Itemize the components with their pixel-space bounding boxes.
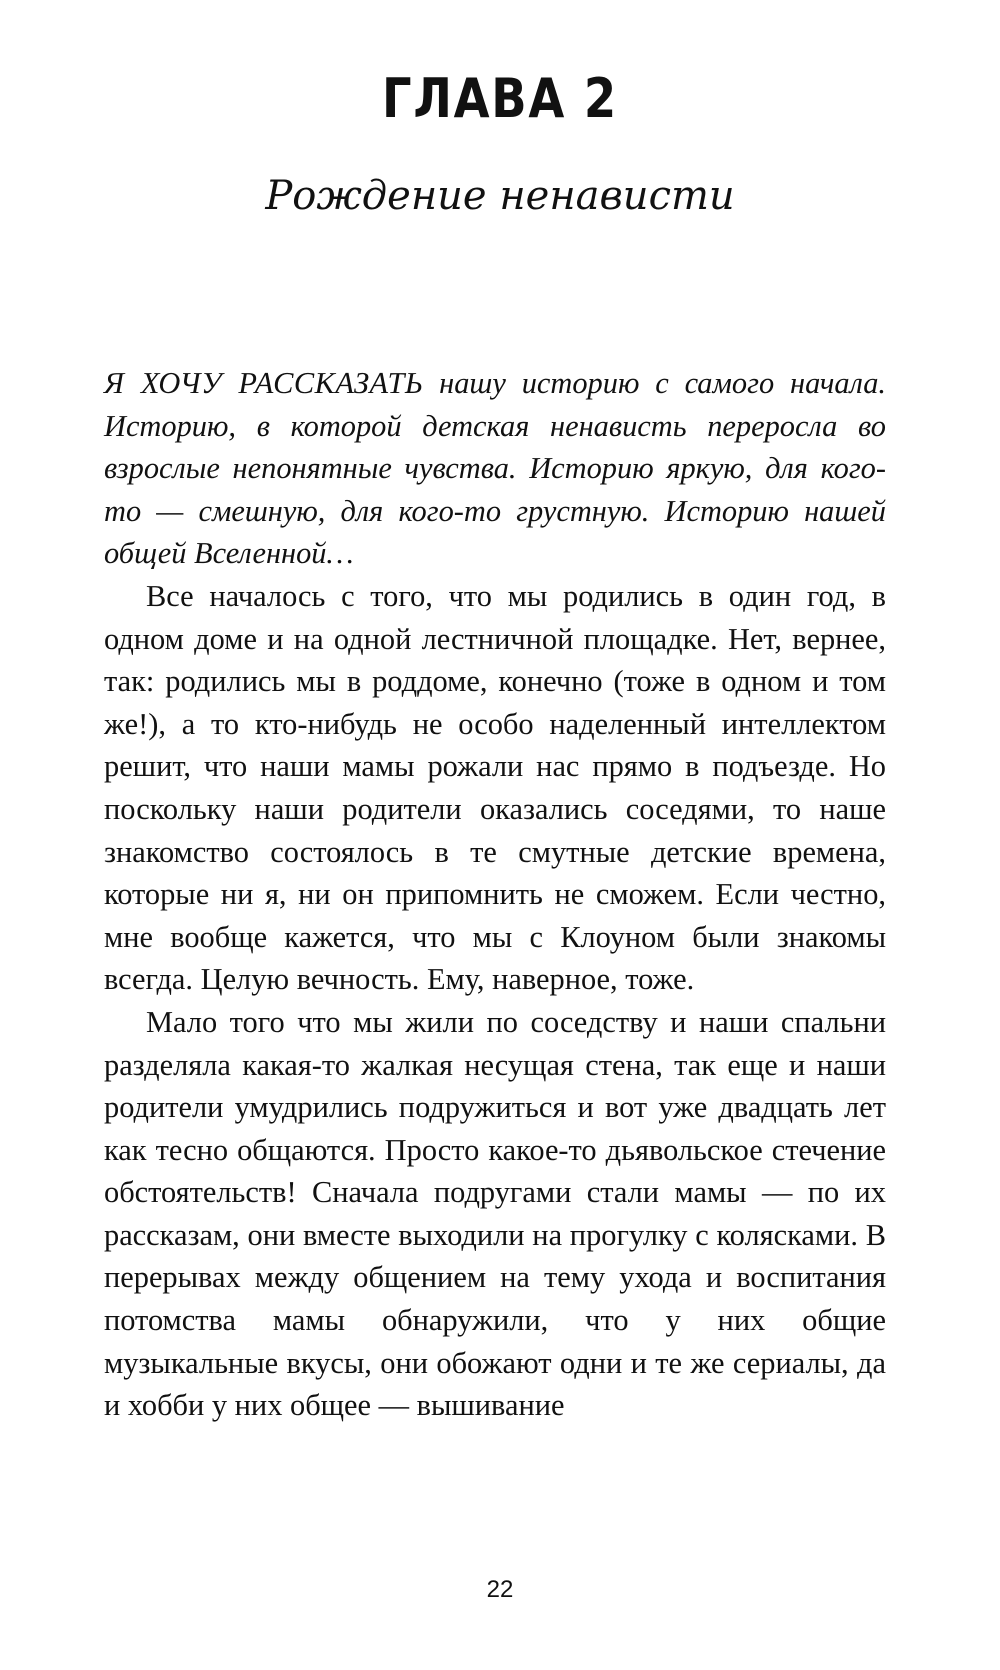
- intro-lead-caps: Я ХОЧУ РАССКАЗАТЬ: [104, 366, 424, 400]
- chapter-title: ГЛАВА 2: [382, 67, 618, 130]
- page-number: 22: [486, 1576, 514, 1603]
- chapter-subtitle: Рождение ненависти: [265, 173, 735, 219]
- chapter-body: [104, 362, 886, 1427]
- intro-text: нашу историю с самого начала. Историю, в которой детская ненависть переросла во взрослые непонятные чувства. Историю яркую, для кого-то — смешную, для кого-то грустную. Историю нашей общей Вселенной…: [104, 366, 886, 571]
- body-paragraph-1: Все началось с того, что мы родились в один год, в одном доме и на одной лестничной площадке. Нет, вернее, так: родились мы в роддоме, конечно (тоже в одном и том же!), а то кто-нибудь не особо наделенный интеллектом решит, что наши мамы рожали нас прямо в подъезде. Но поскольку наши родители оказались соседями, то наше знакомство состоялось в те смутные детские времена, которые ни я, ни он припомнить не сможем. Если честно, мне вообще кажется, что мы с Клоуном были знакомы всегда. Целую вечность. Ему, наверное, тоже.: [104, 578, 886, 997]
- body-paragraph-2: Мало того что мы жили по соседству и наши спальни разделяла какая-то жалкая несущая стена, так еще и наши родители умудрились подружиться и вот уже двадцать лет как тесно общаются. Просто какое-то дьявольское стечение обстоятельств! Сначала подругами стали мамы — по их рассказам, они вместе выходили на прогулку с колясками. В перерывах между общением на тему ухода и воспитания потомства мамы обнаружили, что у них общие музыкальные вкусы, они обожают одни и те же сериалы, да и хобби у них общее — вышивание: [104, 1004, 886, 1423]
- intro-paragraph: [104, 362, 886, 575]
